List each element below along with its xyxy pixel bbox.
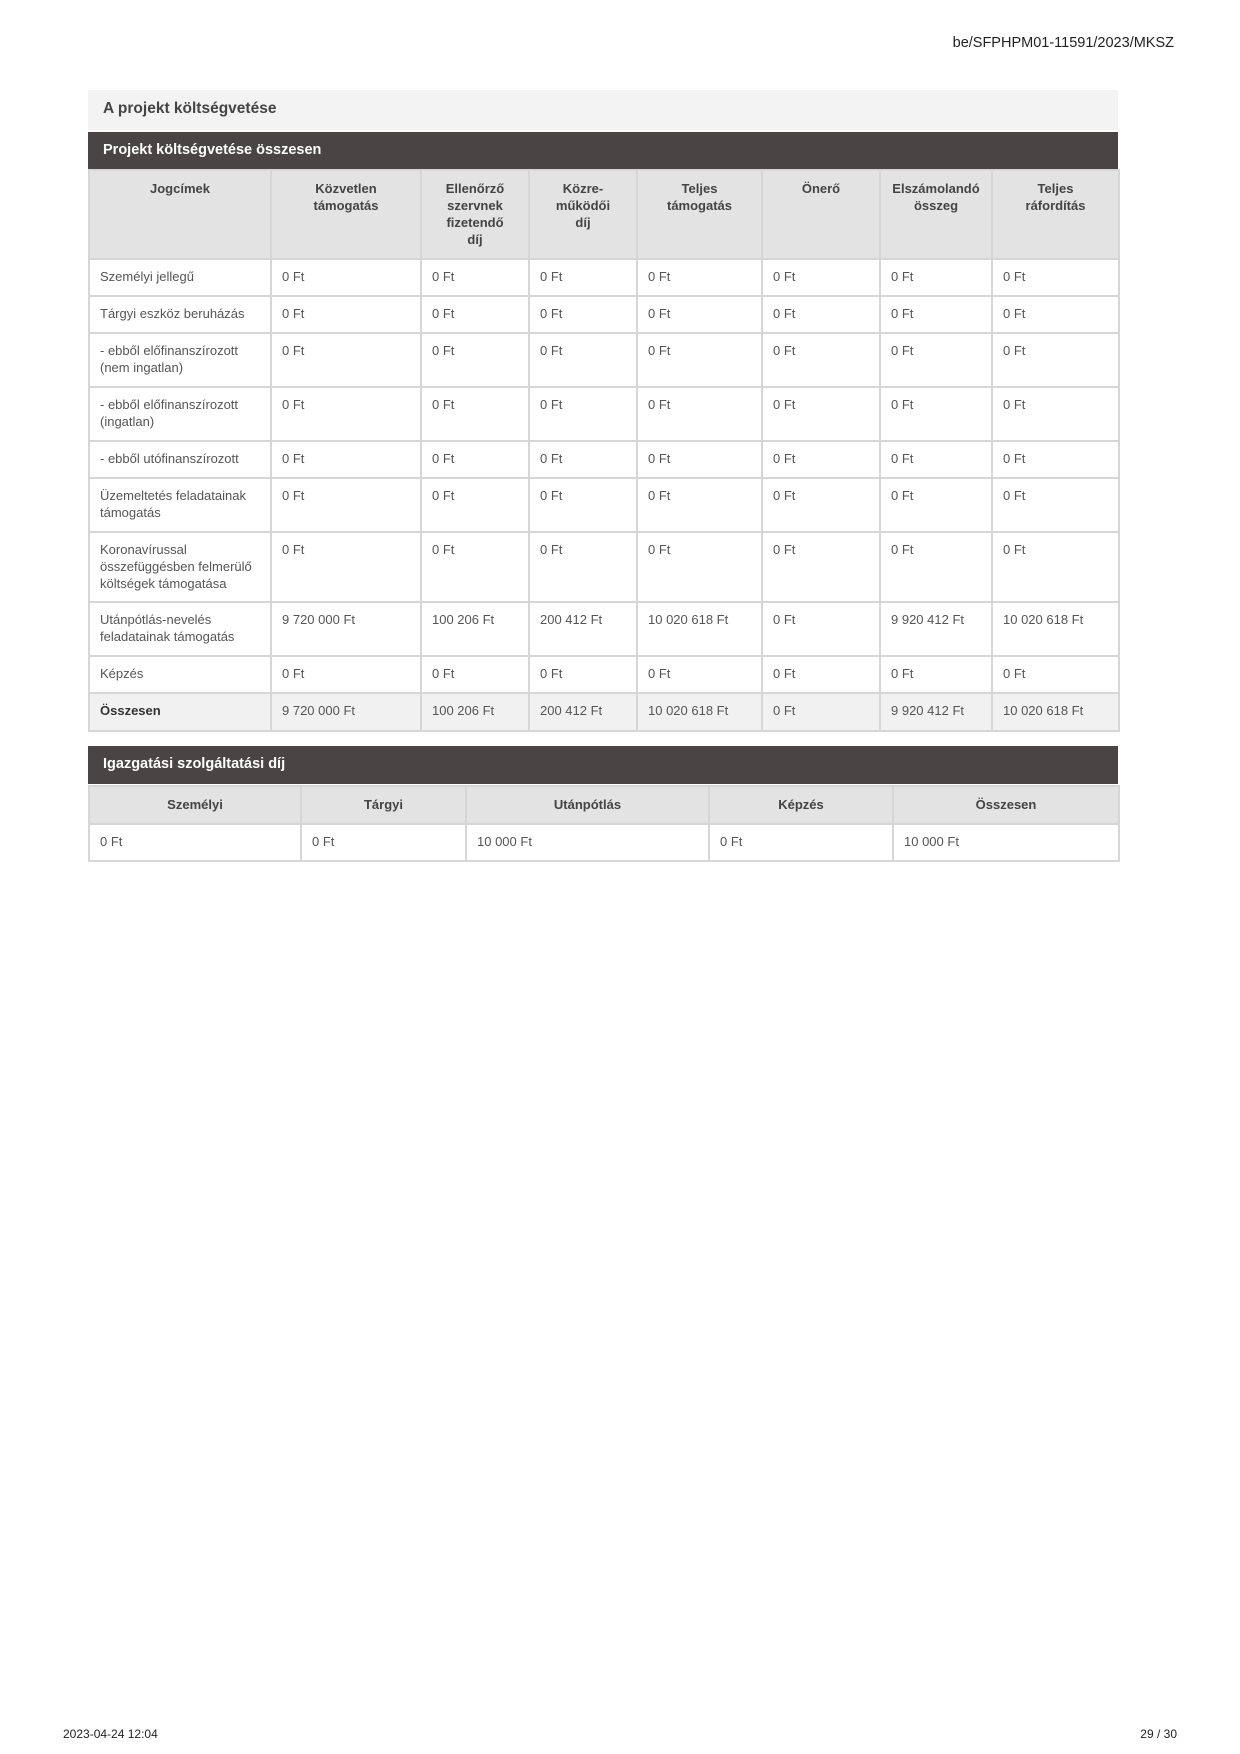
cell-value: 0 Ft (637, 387, 762, 441)
cell-value: 0 Ft (637, 478, 762, 532)
cell-value: 0 Ft (762, 656, 880, 693)
cell-value: 0 Ft (762, 532, 880, 602)
cell-value: 0 Ft (992, 296, 1119, 333)
cell-value: 0 Ft (992, 478, 1119, 532)
document-id: be/SFPHPM01-11591/2023/MKSZ (952, 35, 1174, 51)
cell-value: 0 Ft (271, 259, 421, 296)
col-header-elszamolando-osszeg: Elszámolandó összeg (880, 170, 992, 259)
row-label: - ebből előfinanszírozott (nem ingatlan) (89, 333, 271, 387)
cell-value: 0 Ft (992, 532, 1119, 602)
cell-value: 0 Ft (992, 333, 1119, 387)
cell-value: 0 Ft (709, 824, 893, 861)
cell-value: 0 Ft (762, 478, 880, 532)
cell-value: 10 000 Ft (466, 824, 709, 861)
cell-value: 0 Ft (762, 296, 880, 333)
cell-value: 0 Ft (529, 478, 637, 532)
col-header-teljes-raforditas: Teljes ráfordítás (992, 170, 1119, 259)
col-header-utanpotlas: Utánpótlás (466, 786, 709, 824)
cell-value: 200 412 Ft (529, 602, 637, 656)
total-value: 9 720 000 Ft (271, 693, 421, 731)
cell-value: 0 Ft (637, 259, 762, 296)
row-label: - ebből előfinanszírozott (ingatlan) (89, 387, 271, 441)
cell-value: 10 000 Ft (893, 824, 1119, 861)
cell-value: 0 Ft (529, 656, 637, 693)
cell-value: 0 Ft (529, 333, 637, 387)
col-header-teljes-tamogatas: Teljes támogatás (637, 170, 762, 259)
cell-value: 0 Ft (421, 296, 529, 333)
cell-value: 0 Ft (880, 656, 992, 693)
row-label: Utánpótlás-nevelés feladatainak támogatás (89, 602, 271, 656)
table-row (89, 441, 1119, 478)
table-row (89, 387, 1119, 441)
cell-value: 0 Ft (529, 259, 637, 296)
section-title: A projekt költségvetése (88, 90, 1118, 130)
cell-value: 100 206 Ft (421, 602, 529, 656)
cell-value: 0 Ft (421, 387, 529, 441)
cell-value: 0 Ft (880, 532, 992, 602)
cell-value: 0 Ft (271, 532, 421, 602)
row-label: Üzemeltetés feladatainak támogatás (89, 478, 271, 532)
cell-value: 0 Ft (529, 441, 637, 478)
page-number: 29 / 30 (1140, 1727, 1177, 1741)
total-value: 9 920 412 Ft (880, 693, 992, 731)
cell-value: 0 Ft (421, 259, 529, 296)
cell-value: 0 Ft (637, 296, 762, 333)
cell-value: 0 Ft (421, 478, 529, 532)
budget-table-title: Projekt költségvetése összesen (88, 132, 1118, 170)
table-row (89, 602, 1119, 656)
cell-value: 0 Ft (880, 478, 992, 532)
cell-value: 0 Ft (421, 441, 529, 478)
cell-value: 0 Ft (637, 532, 762, 602)
cell-value: 0 Ft (880, 387, 992, 441)
table-row (89, 656, 1119, 693)
cell-value: 0 Ft (992, 387, 1119, 441)
total-row (89, 693, 1119, 731)
admin-fee-table (88, 785, 1120, 862)
total-label: Összesen (89, 693, 271, 731)
cell-value: 0 Ft (880, 259, 992, 296)
cell-value: 0 Ft (421, 532, 529, 602)
cell-value: 0 Ft (762, 387, 880, 441)
row-label: - ebből utófinanszírozott (89, 441, 271, 478)
cell-value: 0 Ft (271, 478, 421, 532)
col-header-szemelyi: Személyi (89, 786, 301, 824)
cell-value: 0 Ft (880, 296, 992, 333)
total-value: 10 020 618 Ft (637, 693, 762, 731)
cell-value: 0 Ft (762, 441, 880, 478)
total-value: 0 Ft (762, 693, 880, 731)
cell-value: 0 Ft (271, 333, 421, 387)
budget-header-row (89, 170, 1119, 259)
table-row (89, 478, 1119, 532)
admin-fee-table-title: Igazgatási szolgáltatási díj (88, 746, 1118, 784)
admin-fee-header-row (89, 786, 1119, 824)
cell-value: 0 Ft (637, 441, 762, 478)
row-label: Tárgyi eszköz beruházás (89, 296, 271, 333)
col-header-kozvetlen-tamogatas: Közvetlen támogatás (271, 170, 421, 259)
cell-value: 0 Ft (271, 656, 421, 693)
cell-value: 10 020 618 Ft (992, 602, 1119, 656)
total-value: 200 412 Ft (529, 693, 637, 731)
cell-value: 0 Ft (529, 387, 637, 441)
cell-value: 0 Ft (421, 656, 529, 693)
cell-value: 0 Ft (421, 333, 529, 387)
col-header-kepzes: Képzés (709, 786, 893, 824)
cell-value: 0 Ft (880, 441, 992, 478)
cell-value: 0 Ft (637, 333, 762, 387)
col-header-targyi: Tárgyi (301, 786, 466, 824)
row-label: Koronavírussal összefüggésben felmerülő költségek támogatása (89, 532, 271, 602)
cell-value: 0 Ft (529, 532, 637, 602)
cell-value: 9 920 412 Ft (880, 602, 992, 656)
col-header-kozremukodoi-dij: Közre-működői díj (529, 170, 637, 259)
budget-table (88, 169, 1120, 732)
cell-value: 0 Ft (880, 333, 992, 387)
cell-value: 0 Ft (762, 259, 880, 296)
table-row (89, 824, 1119, 861)
total-value: 10 020 618 Ft (992, 693, 1119, 731)
cell-value: 0 Ft (992, 441, 1119, 478)
cell-value: 0 Ft (762, 602, 880, 656)
cell-value: 0 Ft (762, 333, 880, 387)
cell-value: 10 020 618 Ft (637, 602, 762, 656)
table-row (89, 333, 1119, 387)
cell-value: 9 720 000 Ft (271, 602, 421, 656)
col-header-ellenorzo-dij: Ellenőrző szervnek fizetendő díj (421, 170, 529, 259)
col-header-osszesen: Összesen (893, 786, 1119, 824)
col-header-onero: Önerő (762, 170, 880, 259)
footer-date: 2023-04-24 12:04 (63, 1727, 158, 1741)
cell-value: 0 Ft (992, 656, 1119, 693)
table-row (89, 532, 1119, 602)
table-row (89, 259, 1119, 296)
col-header-jogcimek: Jogcímek (89, 170, 271, 259)
cell-value: 0 Ft (271, 441, 421, 478)
table-row (89, 296, 1119, 333)
cell-value: 0 Ft (301, 824, 466, 861)
total-value: 100 206 Ft (421, 693, 529, 731)
cell-value: 0 Ft (271, 296, 421, 333)
row-label: Személyi jellegű (89, 259, 271, 296)
cell-value: 0 Ft (529, 296, 637, 333)
row-label: Képzés (89, 656, 271, 693)
cell-value: 0 Ft (271, 387, 421, 441)
cell-value: 0 Ft (992, 259, 1119, 296)
cell-value: 0 Ft (637, 656, 762, 693)
cell-value: 0 Ft (89, 824, 301, 861)
